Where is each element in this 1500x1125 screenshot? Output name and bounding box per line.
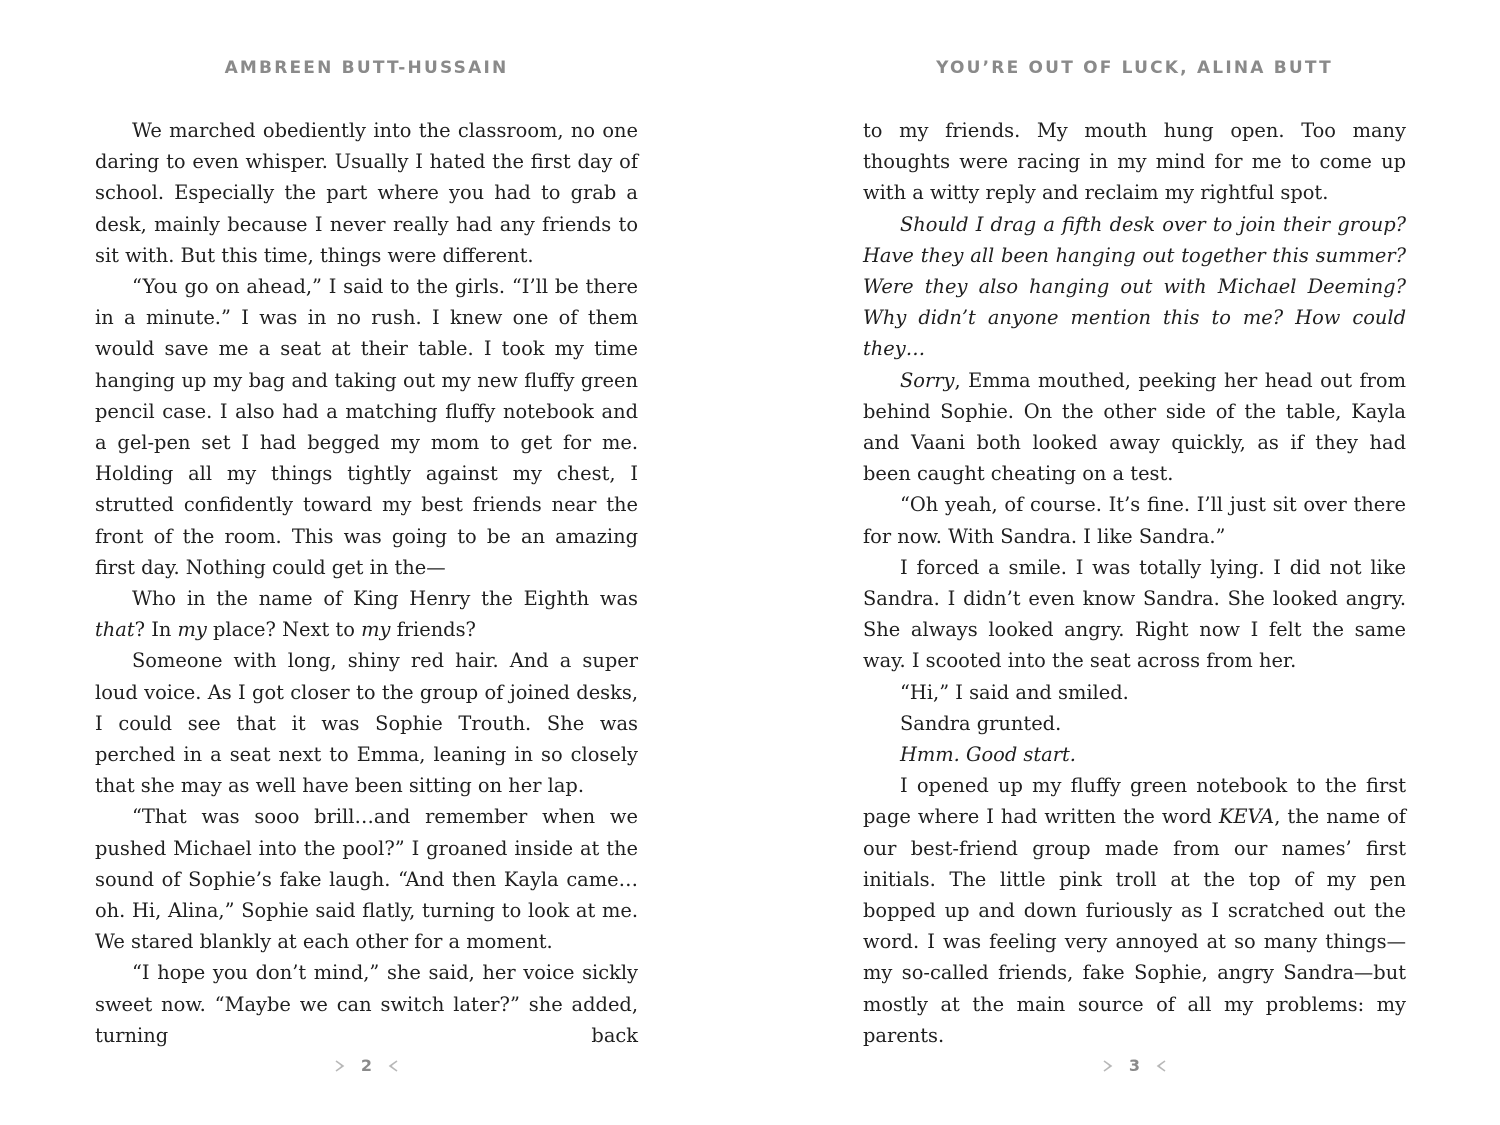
- paragraph: Who in the name of King Henry the Eighth was that? In my place? Next to my friends?: [95, 587, 638, 642]
- paragraph: I forced a smile. I was totally lying. I did not like Sandra. I didn’t even know Sandra. She looked angry. She always looked angry. Right now I felt the same way. I scooted into the seat across from her.: [863, 555, 1406, 673]
- paragraph: “You go on ahead,” I said to the girls. “I’ll be there in a minute.” I was in no rush. I knew one of them would save me a seat at their table. I took my time hanging up my bag and taking out my new fluffy green pencil case. I also had a matching fluffy notebook and a gel-pen set I had begged my mom to get for me. Holding all my things tightly against my chest, I strutted confidently toward my best friends near the front of the room. This was going to be an amazing first day. Nothing could get in the—: [95, 275, 638, 579]
- paragraph: Sorry, Emma mouthed, peeking her head out from behind Sophie. On the other side of the table, Kayla and Vaani both looked away quickly, as if they had been caught cheating on a test.: [863, 368, 1406, 486]
- left-page-body: [95, 115, 638, 1051]
- right-page-folio: [863, 1056, 1406, 1075]
- folio-ornament-right-icon: [1152, 1058, 1168, 1074]
- paragraph: Sandra grunted.: [900, 711, 1062, 735]
- italic-text: KEVA: [1218, 805, 1275, 829]
- paragraph: We marched obediently into the classroom, no one daring to even whisper. Usually I hated the first day of school. Especially the part where you had to grab a desk, mainly because I never really had any friends to sit with. But this time, things were different.: [95, 119, 638, 267]
- left-page-folio: [95, 1056, 638, 1075]
- left-page: [95, 0, 638, 1125]
- italic-text: Sorry: [900, 368, 955, 392]
- folio-ornament-left-icon: [333, 1058, 349, 1074]
- paragraph: [863, 739, 1406, 770]
- paragraph: I opened up my fluffy green notebook to the first page where I had written the word KEVA, the name of our best-friend group made from our names’ first initials. The little pink troll at the top of my pen bopped up and down furiously as I scratched out the word. I was feeling very annoyed at so many things—my so-called friends, fake Sophie, angry Sandra—but mostly at the main source of all my problems: my parents.: [863, 774, 1406, 1047]
- paragraph: to my friends. My mouth hung open. Too many thoughts were racing in my mind for me to come up with a witty reply and reclaim my rightful spot.: [863, 119, 1406, 205]
- italic-text: Should I drag a fifth desk over to join their group? Have they all been hanging out together this summer? Were they also hanging out with Michael Deeming? Why didn’t anyone mention this to me? How could they…: [863, 212, 1406, 361]
- running-head-author: AMBREEN BUTT-HUSSAIN: [224, 58, 509, 78]
- italic-text: my: [177, 618, 207, 642]
- page-number: 3: [1128, 1056, 1141, 1075]
- paragraph: “I hope you don’t mind,” she said, her voice sickly sweet now. “Maybe we can switch later?” she added, turning back: [95, 961, 638, 1047]
- paragraph: Someone with long, shiny red hair. And a super loud voice. As I got closer to the group of joined desks, I could see that it was Sophie Trouth. She was perched in a seat next to Emma, leaning in so closely that she may as well have been sitting on her lap.: [95, 649, 638, 798]
- right-page: [863, 0, 1406, 1125]
- page-number: 2: [360, 1056, 373, 1075]
- running-head-title: YOU’RE OUT OF LUCK, ALINA BUTT: [936, 58, 1333, 78]
- right-page-body: [863, 115, 1406, 1051]
- italic-text: my: [361, 618, 391, 642]
- paragraph: [863, 209, 1406, 365]
- italic-text: Hmm. Good start.: [900, 743, 1076, 767]
- paragraph: “That was sooo brill…and remember when we pushed Michael into the pool?” I groaned inside at the sound of Sophie’s fake laugh. “And then Kayla came…oh. Hi, Alina,” Sophie said flatly, turning to look at me. We stared blankly at each other for a moment.: [95, 805, 638, 954]
- paragraph: “Hi,” I said and smiled.: [900, 680, 1129, 704]
- paragraph: “Oh yeah, of course. It’s fine. I’ll just sit over there for now. With Sandra. I like Sandra.”: [863, 493, 1406, 548]
- folio-ornament-left-icon: [1101, 1058, 1117, 1074]
- italic-text: that: [95, 618, 135, 642]
- folio-ornament-right-icon: [384, 1058, 400, 1074]
